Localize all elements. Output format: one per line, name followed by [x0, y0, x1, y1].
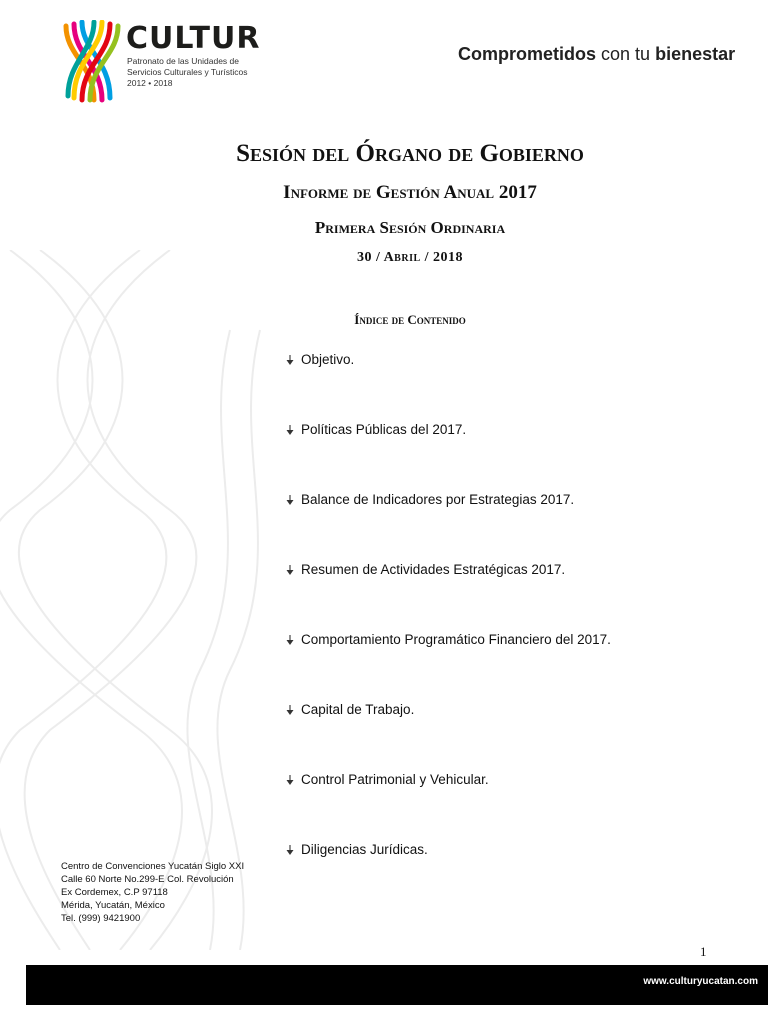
arrow-bullet-icon	[285, 844, 297, 856]
toc-item-label: Resumen de Actividades Estratégicas 2017.	[301, 562, 566, 577]
toc-item-label: Diligencias Jurídicas.	[301, 842, 428, 857]
arrow-bullet-icon	[285, 634, 297, 646]
arrow-bullet-icon	[285, 774, 297, 786]
toc-item-label: Políticas Públicas del 2017.	[301, 422, 467, 437]
toc-item	[285, 770, 611, 840]
address-line: Centro de Convenciones Yucatán Siglo XXI	[61, 861, 245, 872]
toc-item-label: Objetivo.	[301, 352, 355, 367]
arrow-bullet-icon	[285, 354, 297, 366]
toc-item	[285, 700, 611, 770]
page-number: 1	[700, 944, 707, 959]
toc-item-label: Control Patrimonial y Vehicular.	[301, 772, 489, 787]
toc-item	[285, 560, 611, 630]
address-line: Calle 60 Norte No.299-E Col. Revolución	[61, 874, 234, 885]
address-line: Ex Cordemex, C.P 97118	[61, 887, 168, 898]
toc-item	[285, 630, 611, 700]
logo-subtitle-line: Servicios Culturales y Turísticos	[127, 67, 248, 77]
toc-item-label: Comportamiento Programático Financiero del 2017.	[301, 632, 611, 647]
address-line: Tel. (999) 9421900	[61, 913, 141, 924]
toc-item-label: Balance de Indicadores por Estrategias 2017.	[301, 492, 575, 507]
braid-watermark	[0, 250, 320, 950]
page-title: Sesión del Órgano de Gobierno	[236, 140, 584, 167]
arrow-bullet-icon	[285, 564, 297, 576]
slogan-part1: Comprometidos	[458, 44, 597, 64]
logo-name: CULTUR	[126, 21, 261, 56]
arrow-bullet-icon	[285, 424, 297, 436]
toc-item	[285, 420, 611, 490]
arrow-bullet-icon	[285, 704, 297, 716]
toc-item-label: Capital de Trabajo.	[301, 702, 415, 717]
table-of-contents	[285, 350, 611, 910]
logo-subtitle-line: 2012 • 2018	[127, 78, 173, 88]
address-line: Mérida, Yucatán, México	[61, 900, 165, 911]
arrow-bullet-icon	[285, 494, 297, 506]
session-date: 30 / Abril / 2018	[356, 250, 464, 265]
toc-item	[285, 490, 611, 560]
logo-subtitle-line: Patronato de las Unidades de	[127, 56, 239, 66]
toc-item	[285, 840, 611, 910]
logo-subtitle	[127, 56, 277, 89]
index-heading: Índice de Contenido	[354, 312, 466, 327]
toc-item	[285, 350, 611, 420]
address-block	[61, 860, 244, 925]
cultur-braid-icon	[60, 20, 124, 106]
slogan-part2: con tu	[601, 44, 651, 64]
footer-bar	[26, 965, 768, 1005]
cultur-logo	[60, 20, 280, 110]
session-title: Primera Sesión Ordinaria	[314, 218, 506, 237]
slogan-part3: bienestar	[655, 44, 736, 64]
report-title: Informe de Gestión Anual 2017	[283, 182, 537, 203]
slogan	[458, 44, 735, 65]
footer-url: www.culturyucatan.com	[643, 976, 758, 987]
